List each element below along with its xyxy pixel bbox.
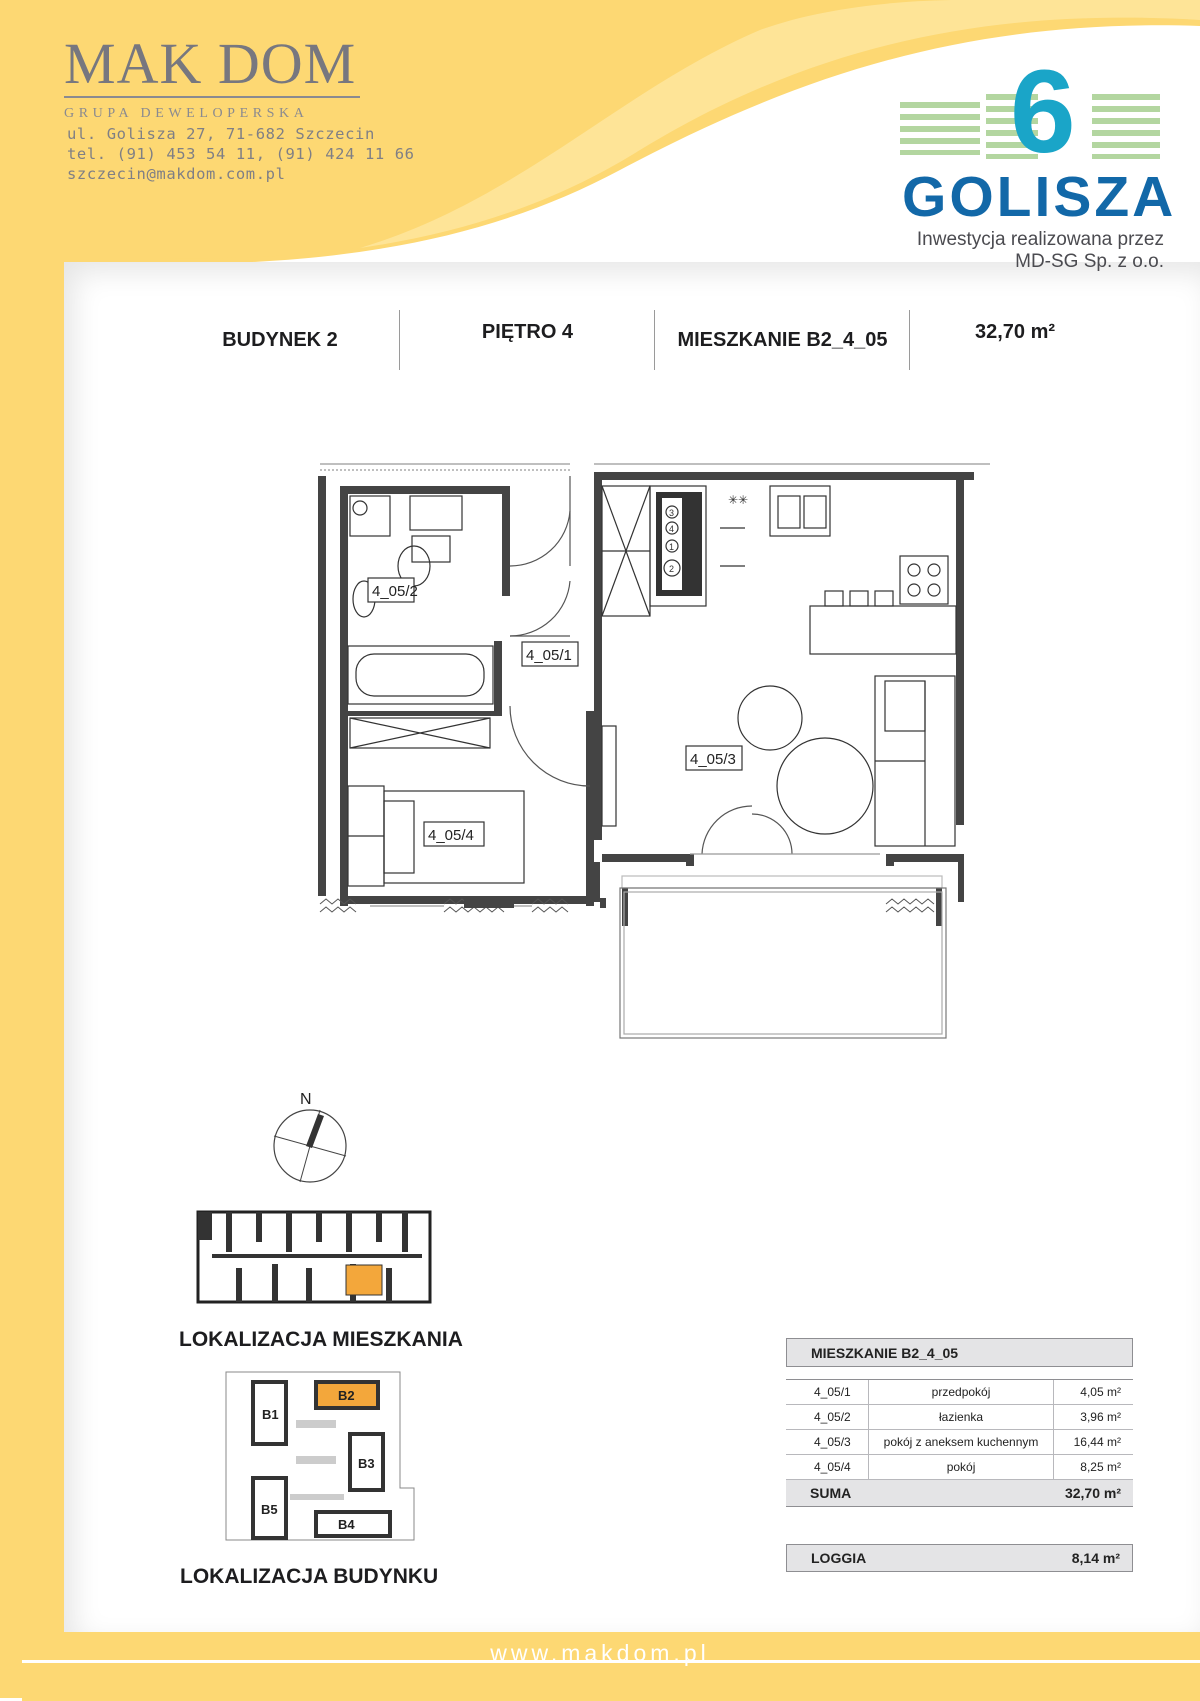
room-id: 4_05/4 xyxy=(814,1460,851,1474)
room-id: 4_05/3 xyxy=(814,1435,851,1449)
room-label-bedroom: 4_05/4 xyxy=(428,827,474,844)
project-number: 6 xyxy=(1010,52,1076,178)
logo-title: MAK DOM xyxy=(64,34,360,98)
room-name: łazienka xyxy=(868,1405,1055,1429)
building-b2-label: B2 xyxy=(338,1388,355,1403)
stove-number: 3 xyxy=(669,508,675,518)
sum-label: SUMA xyxy=(810,1485,852,1501)
table-row xyxy=(786,1380,1133,1405)
table-title: MIESZKANIE B2_4_05 xyxy=(786,1338,1133,1367)
compass-north-label: N xyxy=(300,1091,312,1108)
building-b1-label: B1 xyxy=(262,1407,279,1422)
table-row xyxy=(786,1405,1133,1430)
building-label: BUDYNEK 2 xyxy=(222,328,338,351)
website-link[interactable]: www.makdom.pl xyxy=(490,1640,710,1666)
freezer-symbol: ✳✳ xyxy=(728,493,749,507)
contact-info xyxy=(67,124,415,184)
room-area: 8,25 m² xyxy=(1080,1460,1121,1474)
sum-value: 32,70 m² xyxy=(1064,1485,1121,1501)
stove-number: 4 xyxy=(669,524,675,534)
room-area: 3,96 m² xyxy=(1080,1410,1121,1424)
sum-row xyxy=(786,1480,1133,1507)
room-name: pokój z aneksem kuchennym xyxy=(868,1430,1055,1454)
room-name: pokój xyxy=(868,1455,1055,1479)
room-label-bathroom: 4_05/2 xyxy=(372,583,418,600)
apartment-header xyxy=(160,310,1120,370)
email-link[interactable]: szczecin@makdom.com.pl xyxy=(67,165,286,183)
compass xyxy=(266,1090,366,1190)
room-name: przedpokój xyxy=(868,1380,1055,1404)
area-table xyxy=(786,1338,1133,1507)
stove-number: 2 xyxy=(669,564,675,574)
loggia-label: LOGGIA xyxy=(811,1550,867,1566)
loggia-value: 8,14 m² xyxy=(1071,1550,1120,1566)
room-id: 4_05/1 xyxy=(814,1385,851,1399)
building-b3-label: B3 xyxy=(358,1456,375,1471)
room-area: 16,44 m² xyxy=(1073,1435,1121,1449)
table-rows xyxy=(786,1379,1133,1507)
realized-by xyxy=(917,229,1164,273)
apartment-location-title: LOKALIZACJA MIESZKANIA xyxy=(179,1328,463,1351)
project-name: GOLISZA xyxy=(902,165,1177,229)
floor-label: PIĘTRO 4 xyxy=(481,320,574,343)
area-label: 32,70 m² xyxy=(974,320,1056,343)
apartment-location-map xyxy=(196,1208,432,1308)
address: ul. Golisza 27, 71-682 Szczecin xyxy=(67,125,375,143)
building-location-map xyxy=(220,1368,420,1548)
phone: tel. (91) 453 54 11, (91) 424 11 66 xyxy=(67,145,415,163)
table-row xyxy=(786,1430,1133,1455)
loggia-row xyxy=(786,1544,1133,1572)
realized-by-line2: MD-SG Sp. z o.o. xyxy=(1015,251,1164,272)
room-label-living: 4_05/3 xyxy=(690,751,736,768)
building-b5-label: B5 xyxy=(261,1502,278,1517)
realized-by-line1: Inwestycja realizowana przez xyxy=(916,229,1164,250)
building-location-title: LOKALIZACJA BUDYNKU xyxy=(180,1565,439,1588)
apartment-label: MIESZKANIE B2_4_05 xyxy=(677,328,888,351)
makdom-logo[interactable] xyxy=(64,31,360,122)
building-b4-label: B4 xyxy=(338,1517,355,1532)
table-row xyxy=(786,1455,1133,1480)
room-label-hall: 4_05/1 xyxy=(526,647,572,664)
logo-subtitle: GRUPA DEWELOPERSKA xyxy=(64,106,309,121)
floor-plan xyxy=(300,456,1000,1106)
stove-number: 1 xyxy=(669,542,675,552)
room-area: 4,05 m² xyxy=(1080,1385,1121,1399)
room-id: 4_05/2 xyxy=(814,1410,851,1424)
